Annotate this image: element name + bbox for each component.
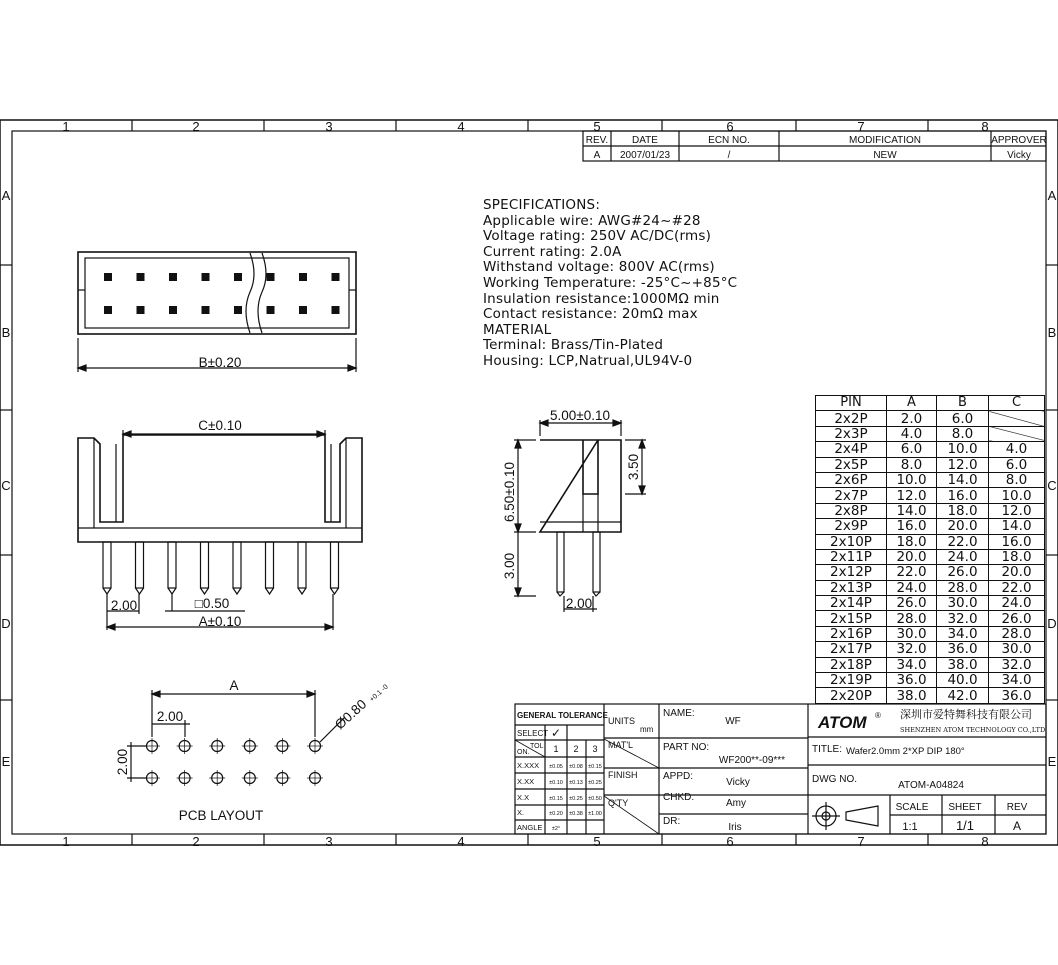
table-cell: 42.0 xyxy=(937,688,989,703)
table-cell: 2x11P xyxy=(816,549,887,564)
top-view xyxy=(78,252,356,372)
atom-logo: ATOM xyxy=(818,713,867,732)
appd-value: Vicky xyxy=(726,777,750,788)
table-cell: 18.0 xyxy=(887,534,937,549)
pin-square xyxy=(202,306,210,314)
approver-value: Vicky xyxy=(1007,150,1031,161)
rev-label: REV xyxy=(1006,802,1028,813)
table-row xyxy=(816,519,1045,534)
select-label: SELECT xyxy=(517,729,549,738)
table-cell: 24.0 xyxy=(989,596,1045,611)
table-cell: 2x14P xyxy=(816,596,887,611)
col-2-bottom: 2 xyxy=(192,834,200,849)
qty-label: Q'TY xyxy=(608,798,629,808)
specifications-block xyxy=(483,198,737,370)
row-a-left: A xyxy=(1,188,11,203)
units-label: UNITS xyxy=(608,716,635,726)
col-5-top: 5 xyxy=(593,119,601,134)
pin-lead xyxy=(168,542,176,588)
table-row xyxy=(816,565,1045,580)
spec-line: Current rating: 2.0A xyxy=(483,243,622,260)
row-b-right: B xyxy=(1047,325,1057,340)
dim-hole-dia: Ø0.80 xyxy=(331,696,370,733)
table-cell: 6.0 xyxy=(887,442,937,457)
tolerance-value: ±1.00 xyxy=(588,811,602,817)
sheet-value: 1/1 xyxy=(955,818,975,833)
table-cell: 36.0 xyxy=(989,688,1045,703)
dim-width: 5.00±0.10 xyxy=(550,408,610,423)
table-row xyxy=(816,580,1045,595)
table-cell: 2x16P xyxy=(816,626,887,641)
pin-square xyxy=(234,306,242,314)
pin-lead xyxy=(201,542,209,588)
table-cell: 36.0 xyxy=(937,642,989,657)
approver-header: APPROVER xyxy=(991,135,1047,146)
header-b: B xyxy=(937,396,989,411)
spec-line: Terminal: Brass/Tin-Plated xyxy=(483,337,664,354)
table-row xyxy=(816,642,1045,657)
table-cell: 2x8P xyxy=(816,503,887,518)
dim-pitch: 2.00 xyxy=(110,598,138,613)
dim-pcb-pitch-h: 2.00 xyxy=(156,709,184,724)
table-row xyxy=(816,426,1045,441)
table-cell: 14.0 xyxy=(887,503,937,518)
pin-square xyxy=(299,306,307,314)
table-cell: 32.0 xyxy=(887,642,937,657)
col-6-bottom: 6 xyxy=(726,834,734,849)
table-row xyxy=(816,472,1045,487)
table-row xyxy=(816,549,1045,564)
col-1-bottom: 1 xyxy=(62,834,70,849)
table-cell: 38.0 xyxy=(937,657,989,672)
tol-col-1: 1 xyxy=(553,744,559,754)
table-cell: 2x15P xyxy=(816,611,887,626)
name-value: WF xyxy=(725,716,741,727)
col-7-bottom: 7 xyxy=(857,834,865,849)
tol-col-3: 3 xyxy=(592,744,598,754)
pin-square xyxy=(234,273,242,281)
table-cell: 28.0 xyxy=(989,626,1045,641)
table-cell: 2x4P xyxy=(816,442,887,457)
col-8-bottom: 8 xyxy=(981,834,989,849)
table-cell: 2x10P xyxy=(816,534,887,549)
table-row xyxy=(816,657,1045,672)
pcb-layout-label: PCB LAYOUT xyxy=(178,808,264,823)
tol-label: TOL xyxy=(530,743,544,750)
table-cell: 20.0 xyxy=(989,565,1045,580)
modification-header: MODIFICATION xyxy=(848,135,922,146)
col-7-top: 7 xyxy=(857,119,865,134)
pin-square xyxy=(169,306,177,314)
table-cell: 40.0 xyxy=(937,673,989,688)
table-cell: 12.0 xyxy=(887,488,937,503)
table-cell: 34.0 xyxy=(937,626,989,641)
table-row xyxy=(816,442,1045,457)
row-d-right: D xyxy=(1047,616,1057,631)
dim-height: 6.50±0.10 xyxy=(502,462,517,522)
name-label: NAME: xyxy=(663,708,695,719)
matl-label: MAT'L xyxy=(608,740,634,750)
dim-pin-square: □0.50 xyxy=(194,596,230,611)
dwg-label: DWG NO. xyxy=(812,774,857,785)
dr-value: Iris xyxy=(728,822,742,833)
pin-square xyxy=(267,306,275,314)
general-tolerance-label: GENERAL TOLERANCE xyxy=(517,711,608,720)
header-a: A xyxy=(887,396,937,411)
table-row xyxy=(816,488,1045,503)
spec-line: Withstand voltage: 800V AC(rms) xyxy=(483,259,715,276)
col-3-top: 3 xyxy=(325,119,333,134)
col-3-bottom: 3 xyxy=(325,834,333,849)
table-cell: 30.0 xyxy=(937,596,989,611)
tolerance-row-label: X.XX xyxy=(517,777,535,786)
table-row xyxy=(816,688,1045,703)
tolerance-value: ±0.15 xyxy=(588,764,602,770)
table-cell: 10.0 xyxy=(887,472,937,487)
dim-pcb-a: A xyxy=(229,678,239,693)
table-cell: 32.0 xyxy=(937,611,989,626)
side-view xyxy=(514,420,646,612)
pin-square xyxy=(137,273,145,281)
dim-pcb-pitch-v: 2.00 xyxy=(115,748,130,776)
table-cell: 36.0 xyxy=(887,673,937,688)
table-cell: 2x2P xyxy=(816,411,887,426)
date-header: DATE xyxy=(632,135,658,146)
row-a-right: A xyxy=(1047,188,1057,203)
table-cell: 22.0 xyxy=(989,580,1045,595)
table-cell: 30.0 xyxy=(989,642,1045,657)
finish-label: FINISH xyxy=(608,770,638,780)
table-cell: 2x7P xyxy=(816,488,887,503)
table-cell: 2x12P xyxy=(816,565,887,580)
table-cell: 2x9P xyxy=(816,519,887,534)
table-cell: 4.0 xyxy=(887,426,937,441)
table-cell: 24.0 xyxy=(887,580,937,595)
table-cell xyxy=(989,411,1045,426)
table-row xyxy=(816,626,1045,641)
table-cell: 2x5P xyxy=(816,457,887,472)
table-row xyxy=(816,503,1045,518)
units-mm: mm xyxy=(640,725,654,734)
table-row xyxy=(816,596,1045,611)
table-cell: 22.0 xyxy=(887,565,937,580)
row-b-left: B xyxy=(1,325,11,340)
table-cell: 10.0 xyxy=(989,488,1045,503)
tolerance-row-label: X.X xyxy=(517,793,530,802)
on-label: ON. xyxy=(517,749,530,756)
table-cell: 8.0 xyxy=(937,426,989,441)
table-cell: 2x6P xyxy=(816,472,887,487)
pin-lead xyxy=(298,542,306,588)
tolerance-value: ±0.20 xyxy=(549,811,563,817)
row-e-right: E xyxy=(1047,754,1057,769)
pin-lead xyxy=(266,542,274,588)
table-cell: 22.0 xyxy=(937,534,989,549)
pin-square xyxy=(137,306,145,314)
table-cell xyxy=(989,426,1045,441)
pin-square xyxy=(332,306,340,314)
table-cell: 2x3P xyxy=(816,426,887,441)
ecn-header: ECN NO. xyxy=(708,135,750,146)
spec-line: Voltage rating: 250V AC/DC(rms) xyxy=(483,228,712,245)
table-cell: 18.0 xyxy=(989,549,1045,564)
col-2-top: 2 xyxy=(192,119,200,134)
tolerance-value: ±0.50 xyxy=(588,796,602,802)
sheet-label: SHEET xyxy=(948,802,982,813)
company-en: SHENZHEN ATOM TECHNOLOGY CO.,LTD. xyxy=(900,726,1048,734)
col-5-bottom: 5 xyxy=(593,834,601,849)
chkd-label: CHKD: xyxy=(663,792,695,803)
table-cell: 30.0 xyxy=(887,626,937,641)
pin-lead xyxy=(331,542,339,588)
col-4-bottom: 4 xyxy=(457,834,465,849)
row-d-left: D xyxy=(1,616,11,631)
tolerance-value: ±0.08 xyxy=(569,764,583,770)
select-check: ✓ xyxy=(550,726,562,740)
table-row xyxy=(816,534,1045,549)
col-6-top: 6 xyxy=(726,119,734,134)
table-cell: 32.0 xyxy=(989,657,1045,672)
header-pin: PIN xyxy=(816,396,887,411)
table-cell: 20.0 xyxy=(887,549,937,564)
pin-square xyxy=(299,273,307,281)
dr-label: DR: xyxy=(663,816,681,827)
tolerance-value: ±0.05 xyxy=(549,764,563,770)
table-cell: 6.0 xyxy=(989,457,1045,472)
tolerance-row-label: X. xyxy=(517,808,525,817)
table-cell: 20.0 xyxy=(937,519,989,534)
pin-dimension-table xyxy=(815,395,1045,704)
tolerance-row-label: ANGLE xyxy=(517,823,543,832)
table-row xyxy=(816,457,1045,472)
table-cell: 16.0 xyxy=(937,488,989,503)
table-cell: 8.0 xyxy=(887,457,937,472)
col-8-top: 8 xyxy=(981,119,989,134)
spec-line: Insulation resistance:1000MΩ min xyxy=(483,290,720,307)
table-cell: 26.0 xyxy=(887,596,937,611)
spec-line: MATERIAL xyxy=(483,321,552,338)
table-cell: 2.0 xyxy=(887,411,937,426)
appd-label: APPD: xyxy=(663,771,694,782)
tolerance-value: ±0.25 xyxy=(588,780,602,786)
dim-slot: 3.50 xyxy=(626,453,641,481)
table-cell: 14.0 xyxy=(937,472,989,487)
scale-value: 1:1 xyxy=(902,821,918,833)
tolerance-value: ±0.10 xyxy=(549,780,563,786)
spec-line: Housing: LCP,Natrual,UL94V-0 xyxy=(483,352,693,369)
dim-a: A±0.10 xyxy=(198,614,242,629)
table-cell: 2x17P xyxy=(816,642,887,657)
spec-line: Contact resistance: 20mΩ max xyxy=(483,306,698,323)
logo-registered: ® xyxy=(875,711,881,720)
pin-lead xyxy=(233,542,241,588)
table-cell: 14.0 xyxy=(989,519,1045,534)
pin-square xyxy=(332,273,340,281)
col-1-top: 1 xyxy=(62,119,70,134)
chkd-value: Amy xyxy=(726,798,746,809)
table-cell: 4.0 xyxy=(989,442,1045,457)
part-label: PART NO: xyxy=(663,742,710,753)
table-cell: 26.0 xyxy=(989,611,1045,626)
tolerance-value: ±0.15 xyxy=(549,796,563,802)
table-cell: 34.0 xyxy=(887,657,937,672)
tolerance-value: ±2° xyxy=(551,826,561,832)
date-value: 2007/01/23 xyxy=(619,150,671,161)
header-c: C xyxy=(989,396,1045,411)
company-cn: 深圳市爱特舞科技有限公司 xyxy=(900,708,1032,721)
rev-value: A xyxy=(593,150,601,161)
title-label: TITLE: xyxy=(812,744,843,755)
dim-side-pitch: 2.00 xyxy=(565,596,593,611)
pin-square xyxy=(169,273,177,281)
row-c-right: C xyxy=(1047,478,1057,493)
pin-square xyxy=(104,306,112,314)
table-cell: 2x13P xyxy=(816,580,887,595)
ecn-value: / xyxy=(727,150,731,161)
table-cell: 6.0 xyxy=(937,411,989,426)
table-cell: 12.0 xyxy=(937,457,989,472)
tolerance-value: ±0.25 xyxy=(569,796,583,802)
pin-square xyxy=(267,273,275,281)
table-cell: 28.0 xyxy=(937,580,989,595)
table-cell: 26.0 xyxy=(937,565,989,580)
table-cell: 38.0 xyxy=(887,688,937,703)
table-row xyxy=(816,411,1045,426)
modification-value: NEW xyxy=(873,150,897,161)
table-cell: 28.0 xyxy=(887,611,937,626)
table-cell: 2x18P xyxy=(816,657,887,672)
pin-lead xyxy=(136,542,144,588)
table-cell: 34.0 xyxy=(989,673,1045,688)
row-c-left: C xyxy=(1,478,11,493)
table-header-row xyxy=(816,396,1045,411)
dim-b: B±0.20 xyxy=(198,355,242,370)
dim-c: C±0.10 xyxy=(198,418,242,433)
table-cell: 24.0 xyxy=(937,549,989,564)
title-value: Wafer2.0mm 2*XP DIP 180° xyxy=(846,746,965,757)
table-cell: 2x19P xyxy=(816,673,887,688)
dwg-value: ATOM-A04824 xyxy=(898,780,964,791)
pcb-layout xyxy=(127,690,345,786)
table-cell: 10.0 xyxy=(937,442,989,457)
scale-label: SCALE xyxy=(895,802,929,813)
table-row xyxy=(816,611,1045,626)
row-e-left: E xyxy=(1,754,11,769)
tolerance-value: ±0.38 xyxy=(569,811,583,817)
spec-line: SPECIFICATIONS: xyxy=(483,197,601,213)
table-cell: 16.0 xyxy=(887,519,937,534)
table-cell: 8.0 xyxy=(989,472,1045,487)
dim-tail: 3.00 xyxy=(502,552,517,580)
col-4-top: 4 xyxy=(457,119,465,134)
tolerance-row-label: X.XXX xyxy=(517,761,540,770)
spec-line: Applicable wire: AWG#24~#28 xyxy=(483,212,701,229)
tol-col-2: 2 xyxy=(573,744,579,754)
spec-line: Working Temperature: -25°C~+85°C xyxy=(483,274,738,291)
table-cell: 12.0 xyxy=(989,503,1045,518)
rev-block-value: A xyxy=(1012,819,1022,833)
table-cell: 2x20P xyxy=(816,688,887,703)
rev-header: REV. xyxy=(585,135,609,146)
part-value: WF200**-09*** xyxy=(718,755,786,766)
pin-lead xyxy=(103,542,111,588)
dim-hole-tol: +0.1 -0 xyxy=(368,683,390,704)
table-row xyxy=(816,673,1045,688)
pin-square xyxy=(104,273,112,281)
tolerance-value: ±0.13 xyxy=(569,780,583,786)
table-cell: 16.0 xyxy=(989,534,1045,549)
table-cell: 18.0 xyxy=(937,503,989,518)
pin-square xyxy=(202,273,210,281)
